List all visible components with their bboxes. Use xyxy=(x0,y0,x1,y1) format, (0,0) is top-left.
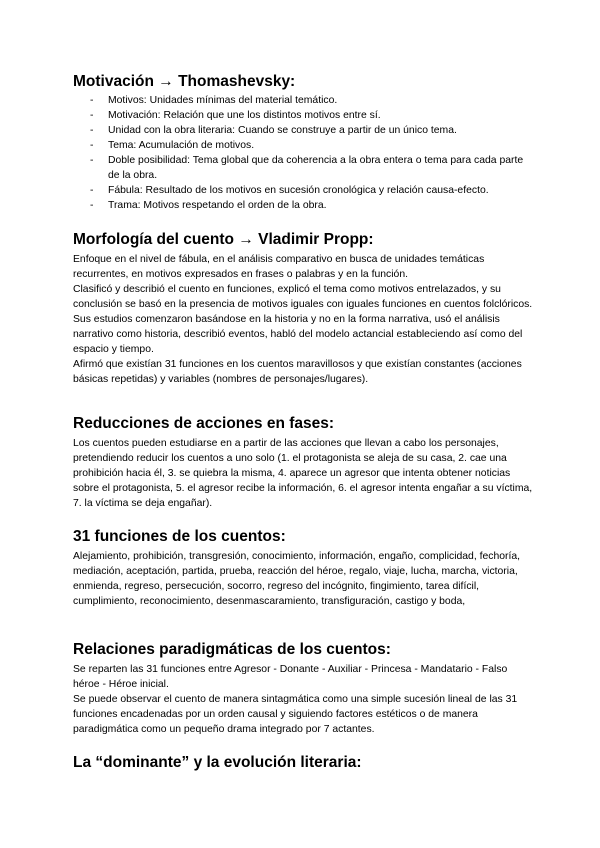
paragraph: Afirmó que existían 31 funciones en los cuentos maravillosos y que existían constantes (acciones básicas repetidas) y variables (nombres de personajes/lugares). xyxy=(73,359,522,385)
list-item: - Motivación: Relación que une los distintos motivos entre sí. xyxy=(90,110,381,121)
paragraph: Sus estudios comenzaron basándose en la historia y no en la forma narrativa, usó el análisis narrativo como historia, describió eventos, habló del modelo actancial estableciendo así como del espacio y tiempo. xyxy=(73,314,523,355)
reducciones-body xyxy=(73,436,533,511)
heading-dominante: La “dominante” y la evolución literaria: xyxy=(73,754,362,771)
heading-relaciones: Relaciones paradigmáticas de los cuentos: xyxy=(73,641,391,658)
heading-motivacion: Motivación → Thomashevsky: xyxy=(73,73,296,90)
paragraph: Enfoque en el nivel de fábula, en el análisis comparativo en busca de unidades temáticas recurrentes, en motivos expresados en frases o palabras y en la función. xyxy=(73,254,485,280)
heading-reducciones: Reducciones de acciones en fases: xyxy=(73,415,335,432)
list-item: - Unidad con la obra literaria: Cuando se construye a partir de un único tema. xyxy=(90,125,457,136)
paragraph: Los cuentos pueden estudiarse en a partir de las acciones que llevan a cabo los personajes, pretendiendo reducir los cuentos a uno solo (1. el protagonista se aleja de su casa, 2. cae una prohibición hacia él, 3. se quiebra la misma, 4. aparece un agresor que intenta obtener noticias sobre el protagonista, 5. el agresor recibe la información, 6. el agresor intenta engañar a su víctima, 7. la víctima se deja engañar). xyxy=(73,438,533,509)
funciones-body xyxy=(73,549,533,609)
heading-31-funciones: 31 funciones de los cuentos: xyxy=(73,528,286,545)
morfologia-body xyxy=(73,252,533,387)
paragraph: Clasificó y describió el cuento en funciones, explicó el tema como motivos entrelazados, y su conclusión se basó en la presencia de motivos iguales con iguales funciones en cuentos folclóricos. xyxy=(73,284,533,310)
paragraph: Alejamiento, prohibición, transgresión, conocimiento, información, engaño, complicidad, fechoría, mediación, aceptación, partida, prueba, reacción del héroe, regalo, viaje, lucha, marcha, victoria, enmienda, regreso, persecución, socorro, regreso del incógnito, fingimiento, tarea difícil, cumplimiento, reconocimiento, desenmascaramiento, transfiguración, castigo y boda, xyxy=(73,551,521,607)
heading-morfologia: Morfología del cuento → Vladimir Propp: xyxy=(73,231,374,248)
list-item: - Doble posibilidad: Tema global que da coherencia a la obra entera o tema para cada parte de la obra. xyxy=(90,155,524,181)
relaciones-body xyxy=(73,662,533,737)
motivos-list xyxy=(73,93,533,213)
paragraph: Se reparten las 31 funciones entre Agresor - Donante - Auxiliar - Princesa - Mandatario - Falso héroe - Héroe inicial. xyxy=(73,664,508,690)
list-item: - Trama: Motivos respetando el orden de la obra. xyxy=(90,200,327,211)
list-item: - Fábula: Resultado de los motivos en sucesión cronológica y relación causa-efecto. xyxy=(90,185,489,196)
paragraph: Se puede observar el cuento de manera sintagmática como una simple sucesión lineal de las 31 funciones encadenadas por un orden causal y siguiendo factores estéticos o de manera paradigmática como un pequeño drama integrado por 7 actantes. xyxy=(73,694,518,735)
list-item: - Motivos: Unidades mínimas del material temático. xyxy=(90,95,338,106)
list-item: - Tema: Acumulación de motivos. xyxy=(90,140,255,151)
